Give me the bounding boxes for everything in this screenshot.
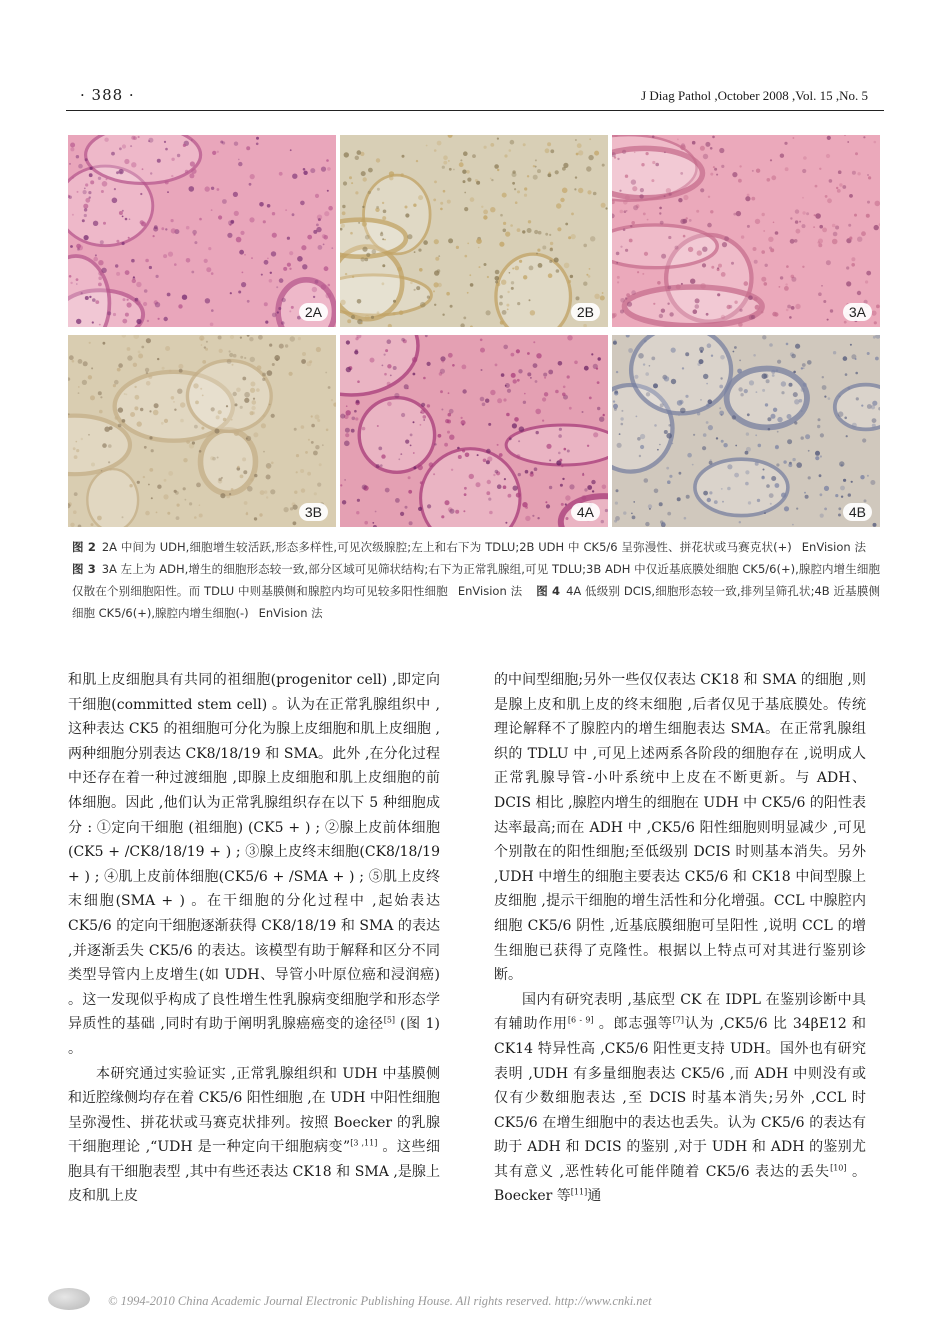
panel-label: 3A (843, 303, 872, 321)
panel-label: 3B (299, 503, 328, 521)
figure-grid (68, 135, 880, 527)
footer-copyright: © 1994-2010 China Academic Journal Electronic Publishing House. All rights reserved. http://www.cnki.net (108, 1294, 652, 1308)
micrograph-image (340, 335, 608, 527)
panel-label: 4B (843, 503, 872, 521)
body-column-left (68, 668, 440, 1209)
citation-ref: [3 ,11] (350, 1138, 378, 1148)
body-column-right (494, 668, 866, 1209)
caption-envision: EnVision 法 (457, 584, 523, 598)
citation-ref: [6 - 9] (567, 1015, 594, 1025)
figure-panel (612, 135, 880, 327)
panel-label: 2A (299, 303, 328, 321)
caption-fig2-text: 2A 中间为 UDH,细胞增生较活跃,形态多样性,可见次级腺腔;左上和右下为 TDLU;2B UDH 中 CK5/6 呈弥漫性、拼花状或马赛克状(+) (101, 540, 792, 554)
citation-ref: [5] (383, 1015, 396, 1025)
caption-envision: EnVision 法 (801, 540, 866, 554)
micrograph-image (340, 135, 608, 327)
figure-caption (72, 536, 880, 624)
citation-ref: [7] (672, 1015, 684, 1025)
caption-fig3-text: 3A 左上为 ADH,增生的细胞形态较一致,部分区域可见筛状结构;右下为正常乳腺组,可见 TDLU;3B ADH 中仅近基底膜处细胞 CK5/6(+),腺腔内增生细胞仅散在个别细胞阳性。而 TDLU 中则基膜侧和腺腔内均可见较多阳性细胞 (72, 562, 880, 598)
caption-fig4-label: 图 4 (536, 584, 561, 598)
micrograph-image (612, 335, 880, 527)
figure-panel (340, 335, 608, 527)
caption-envision: EnVision 法 (258, 606, 323, 620)
citation-ref: [11] (570, 1187, 588, 1197)
body-paragraph: 本研究通过实验证实 ,正常乳腺组织和 UDH 中基膜侧和近腔缘侧均存在着 CK5/6 阳性细胞 ,在 UDH 中阳性细胞呈弥漫性、拼花状或马赛克状排列。按照 Boecker 的乳腺干细胞理论 ,“UDH 是一种定向干细胞病变”[3 ,11] 。这些细胞具有干细胞表型 ,其中有些还表达 CK18 和 SMA ,是腺上皮和肌上皮 (68, 1065, 440, 1205)
header-journal: J Diag Pathol ,October 2008 ,Vol. 15 ,No. 5 (641, 88, 868, 103)
figure-panel (612, 335, 880, 527)
figure-panel (340, 135, 608, 327)
body-paragraph: 和肌上皮细胞具有共同的祖细胞(progenitor cell) ,即定向干细胞(committed stem cell) 。认为在正常乳腺组织中 ,这种表达 CK5 的祖细胞可分化为腺上皮细胞和肌上皮细胞 ,两种细胞分别表达 CK8/18/19 和 SMA。此外 ,在分化过程中还存在着一种过渡细胞 ,即腺上皮细胞和肌上皮细胞的前体细胞。因此 ,他们认为正常乳腺组织存在以下 5 种细胞成分 : ①定向干细胞 (祖细胞) (CK5 + ) ; ②腺上皮前体细胞 (CK5 + /CK8/18/19 + ) ; ③腺上皮终末细胞(CK8/18/19 + ) ; ④肌上皮前体细胞(CK5/6 + /SMA + ) ; ⑤肌上皮终末细胞(SMA + ) 。在干细胞的分化过程中 ,起始表达 CK5/6 的定向干细胞逐渐获得 CK8/18/19 和 SMA 的表达 ,并逐渐丢失 CK5/6 的表达。该模型有助于解释和区分不同类型导管内上皮增生(如 UDH、导管小叶原位癌和浸润癌) 。这一发现似乎构成了良性增生性乳腺病变细胞学和形态学异质性的基础 ,同时有助于阐明乳腺癌癌变的途径[5] (图 1) 。 (68, 672, 441, 1057)
panel-label: 2B (571, 303, 600, 321)
caption-fig4-text: 4A 低级别 DCIS,细胞形态较一致,排列呈筛孔状;4B 近基膜侧细胞 CK5/6(+),腺腔内增生细胞(-) (72, 584, 880, 620)
figure-panel (68, 335, 336, 527)
citation-ref: [10] (830, 1163, 847, 1173)
micrograph-image (68, 135, 336, 327)
micrograph-image (68, 335, 336, 527)
panel-label: 4A (571, 503, 600, 521)
header-page-number: · 388 · (80, 86, 135, 104)
figure-panel (68, 135, 336, 327)
caption-fig2-label: 图 2 (72, 540, 96, 554)
header-rule (66, 110, 884, 111)
micrograph-image (612, 135, 880, 327)
caption-fig3-label: 图 3 (72, 562, 96, 576)
body-paragraph: 国内有研究表明 ,基底型 CK 在 IDPL 在鉴别诊断中具有辅助作用[6 - 9] 。郎志强等[7]认为 ,CK5/6 比 34βE12 和 CK14 特异性高 ,CK5/6 阳性更支持 UDH。国外也有研究表明 ,UDH 有多量细胞表达 CK5/6 ,而 ADH 中则没有或仅有少数细胞表达 ,至 DCIS 时基本消失;另外 ,CCL 时 CK5/6 在增生细胞中的表达也丢失。认为 CK5/6 的表达有助于 ADH 和 DCIS 的鉴别 ,对于 UDH 和 ADH 的鉴别尤其有意义 ,恶性转化可能伴随着 CK5/6 表达的丢失[10] 。Boecker 等[11]通 (494, 991, 866, 1205)
body-paragraph: 的中间型细胞;另外一些仅仅表达 CK18 和 SMA 的细胞 ,则是腺上皮和肌上皮的终末细胞 ,后者仅见于基底膜处。传统理论解释不了腺腔内的增生细胞表达 SMA。在正常乳腺组织的 TDLU 中 ,可见上述两系各阶段的细胞存在 ,说明成人正常乳腺导管-小叶系统中上皮在不断更新。与 ADH、DCIS 相比 ,腺腔内增生的细胞在 UDH 中 CK5/6 的阳性表达率最高;而在 ADH 中 ,CK5/6 阳性细胞则明显减少 ,可见个别散在的阳性细胞;至低级别 DCIS 时则基本消失。另外 ,UDH 中增生的细胞主要表达 CK5/6 和 CK18 中间型腺上皮细胞 ,提示干细胞的增生活性和分化增强。CCL 中腺腔内细胞 CK5/6 阴性 ,近基底膜细胞可呈阳性 ,说明 CCL 的增生细胞已获得了克隆性。根据以上特点可对其进行鉴别诊断。 (494, 672, 866, 984)
cnki-logo-icon (48, 1288, 90, 1310)
